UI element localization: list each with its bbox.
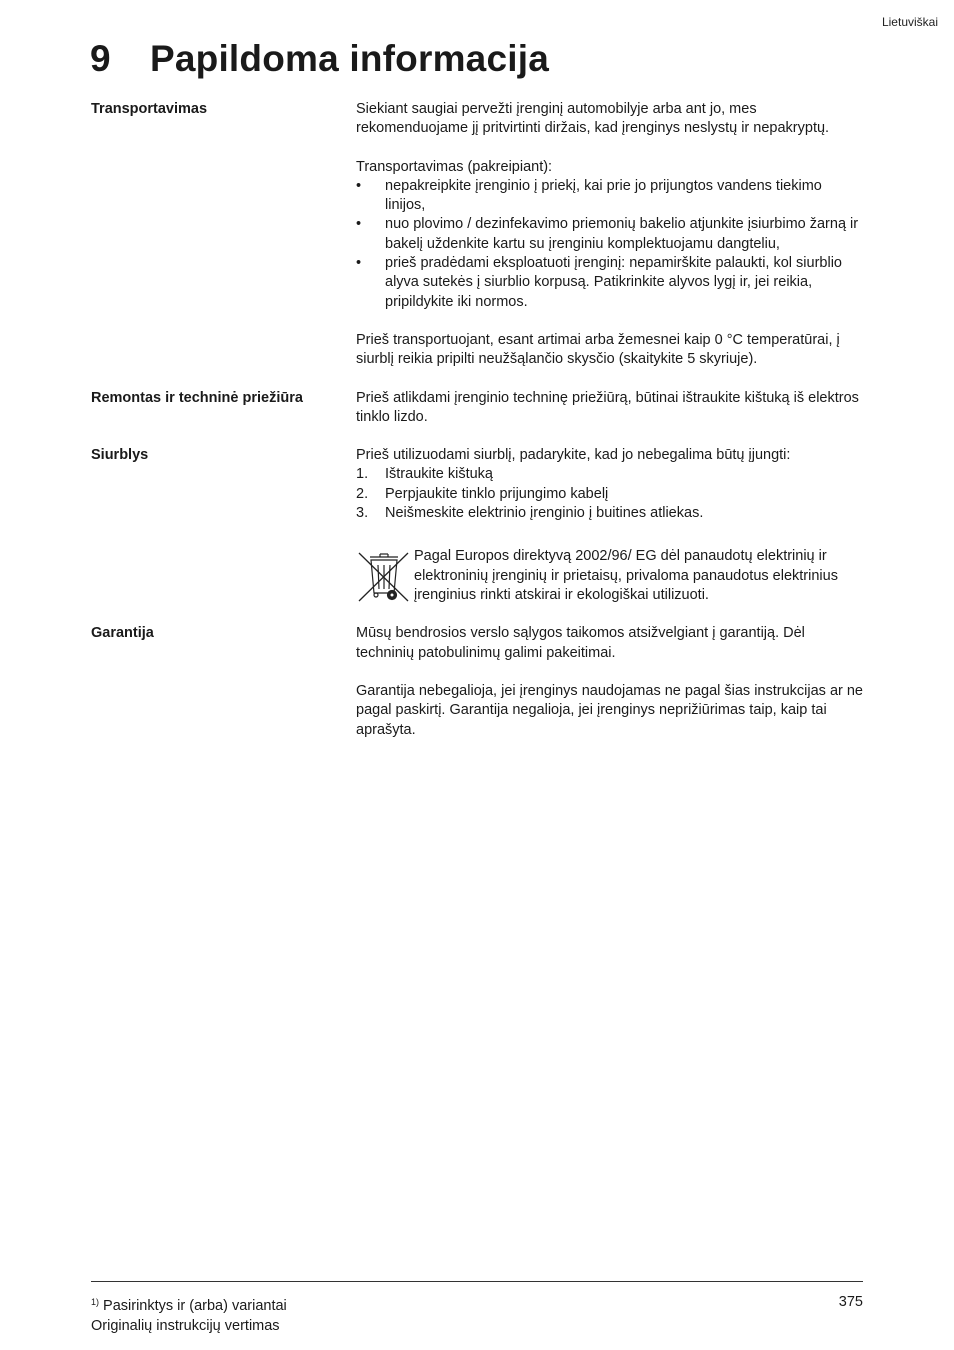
language-label: Lietuviškai — [881, 15, 938, 29]
section-body-warranty — [356, 624, 863, 739]
section-body-repair — [356, 389, 863, 428]
chapter-number: 9 — [90, 38, 111, 79]
section-repair — [91, 389, 863, 428]
repair-paragraph: Prieš atlikdami įrenginio techninę priežiūrą, būtinai ištraukite kištuką iš elektros tinklo lizdo. — [356, 389, 859, 425]
section-warranty — [91, 624, 863, 739]
weee-text: Pagal Europos direktyvą 2002/96/ EG dėl panaudotų elektrinių ir elektroninių įrenginių ir prietaisų, privaloma panaudotus elektrinius įrenginius rinkti atskirai ir ekologiškai utilizuoti. — [414, 548, 838, 603]
section-label-pump: Siurblys — [91, 447, 149, 464]
section-label-repair: Remontas ir techninė priežiūra — [91, 389, 303, 406]
footnote — [91, 1292, 287, 1316]
bullet-marker: • — [356, 216, 362, 233]
footer-notes — [91, 1292, 287, 1336]
section-body-pump — [356, 446, 863, 605]
section-label-transport: Transportavimas — [91, 101, 208, 117]
list-item — [356, 215, 863, 254]
footnote-mark: 1) — [91, 1297, 100, 1307]
frost-paragraph: Prieš transportuojant, esant artimai arba žemesnei kaip 0 °C temperatūrai, į siurblį reikia pripilti neužšąlančio skysčio (skaitykite 5 skyriuje). — [356, 331, 840, 368]
section-pump — [91, 446, 863, 605]
list-item — [356, 177, 863, 216]
translation-note: Originalių instrukcijų vertimas — [91, 1318, 280, 1334]
section-transport — [91, 100, 863, 370]
list-item — [356, 485, 863, 504]
list-item — [356, 465, 863, 484]
transport-paragraph: Siekiant saugiai pervežti įrenginį automobilyje arba ant jo, mes rekomenduojame jį pritvirtinti diržais, kad įrenginys neslystų ir nepakryptų. — [356, 101, 830, 137]
tilt-bullet-list — [356, 177, 863, 312]
bullet-marker: • — [356, 177, 362, 194]
bullet-marker: • — [356, 255, 362, 272]
list-item — [356, 254, 863, 312]
content — [91, 100, 863, 740]
section-body-transport — [356, 100, 863, 370]
warranty-paragraph-2: Garantija nebegalioja, jei įrenginys naudojamas ne pagal šias instrukcijas ar ne pagal paskirtį. Garantija negalioja, jei įrenginys neprižiūrimas taip, kaip tai aprašyta. — [356, 682, 863, 738]
section-label-warranty: Garantija — [91, 625, 154, 642]
step-text: Ištraukite kištuką — [385, 466, 493, 483]
chapter-title — [90, 38, 549, 80]
tilt-intro: Transportavimas (pakreipiant): — [356, 158, 553, 175]
step-number: 2. — [356, 485, 369, 502]
list-item-text: nuo plovimo / dezinfekavimo priemonių bakelio atjunkite įsiurbimo žarną ir bakelį uždenkite kartu su įrenginiu komplektuojamu dangteliu, — [385, 216, 859, 252]
footnote-text: Pasirinktys ir (arba) variantai — [103, 1298, 287, 1314]
pump-intro: Prieš utilizuodami siurblį, padarykite, kad jo nebegalima būtų įjungti: — [356, 447, 791, 464]
step-number: 3. — [356, 505, 369, 522]
page-number: 375 — [838, 1294, 863, 1310]
weee-notice — [356, 547, 863, 605]
disposal-steps — [356, 465, 863, 523]
list-item-text: prieš pradėdami eksploatuoti įrenginį: nepamirškite palaukti, kol siurblio alyva sutekės į siurblio korpusą. Patikrinkite alyvos lygį ir, jei reikia, pripildykite iki normos. — [385, 255, 842, 310]
footer-divider — [91, 1281, 863, 1282]
list-item — [356, 504, 863, 523]
step-text: Perpjaukite tinklo prijungimo kabelį — [385, 485, 609, 502]
warranty-paragraph-1: Mūsų bendrosios verslo sąlygos taikomos atsižvelgiant į garantiją. Dėl techninių patobulinimų galimi pakeitimai. — [356, 625, 805, 661]
list-item-text: nepakreipkite įrenginio į priekį, kai prie jo prijungtos vandens tiekimo linijos, — [385, 177, 822, 214]
crossed-out-wheelie-bin-icon — [356, 549, 412, 605]
step-number: 1. — [356, 466, 369, 483]
step-text: Neišmeskite elektrinio įrenginio į buitines atliekas. — [385, 505, 704, 522]
chapter-title-text: Papildoma informacija — [150, 38, 549, 79]
